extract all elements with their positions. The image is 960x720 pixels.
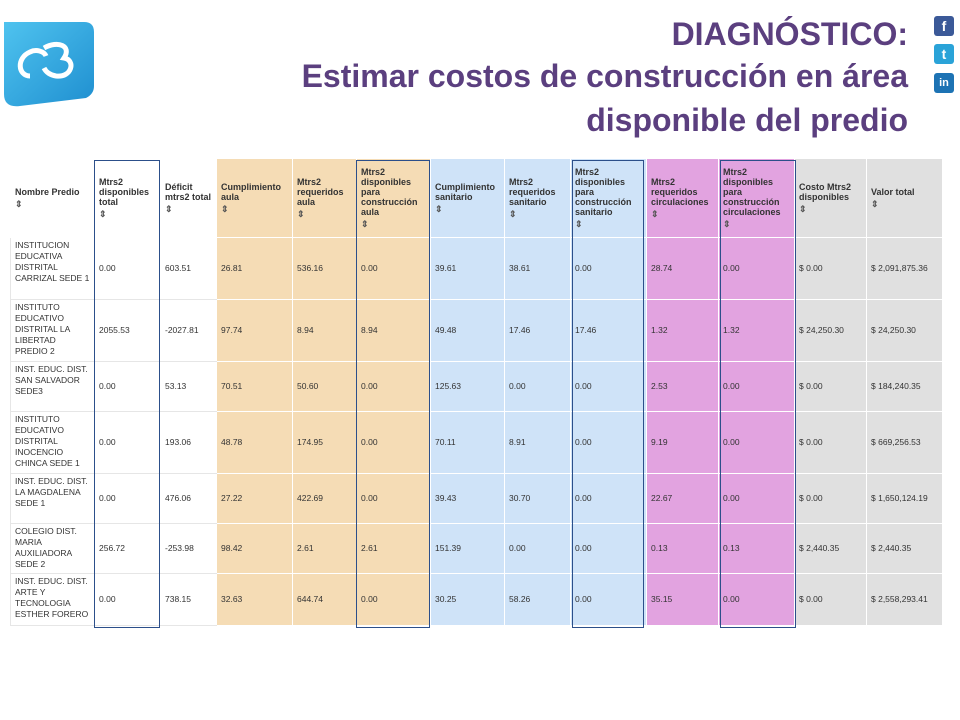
table-cell: 0.00 [719, 238, 795, 300]
cost-table [10, 158, 942, 626]
table-row[interactable] [11, 412, 943, 474]
table-cell: $ 669,256.53 [867, 412, 943, 474]
table-cell: 422.69 [293, 474, 357, 524]
column-header[interactable] [431, 159, 505, 238]
table-cell: 32.63 [217, 574, 293, 626]
table-cell: 151.39 [431, 524, 505, 574]
column-header[interactable] [217, 159, 293, 238]
column-header-label: Cumplimiento sanitario [435, 181, 495, 202]
table-cell: $ 2,440.35 [795, 524, 867, 574]
table-cell: $ 0.00 [795, 474, 867, 524]
table-cell: 0.00 [719, 362, 795, 412]
company-logo [0, 14, 96, 108]
table-cell: 0.00 [357, 238, 431, 300]
slide-title [148, 14, 908, 142]
table-cell: 8.94 [293, 300, 357, 362]
sort-icon[interactable]: ⇕ [651, 208, 659, 219]
table-cell: 0.00 [357, 412, 431, 474]
table-cell: 0.13 [719, 524, 795, 574]
predio-name-cell: COLEGIO DIST. MARIA AUXILIADORA SEDE 2 [11, 524, 95, 574]
table-cell: 0.00 [571, 474, 647, 524]
table-cell: 39.61 [431, 238, 505, 300]
cost-table-container [10, 158, 942, 628]
sort-icon[interactable]: ⇕ [509, 208, 517, 219]
sort-icon[interactable]: ⇕ [871, 198, 879, 209]
table-cell: 1.32 [647, 300, 719, 362]
table-cell: 8.94 [357, 300, 431, 362]
predio-name-cell: INST. EDUC. DIST. SAN SALVADOR SEDE3 [11, 362, 95, 412]
facebook-icon[interactable]: f [934, 16, 954, 36]
column-header-label: Cumplimiento aula [221, 181, 281, 202]
table-cell: 50.60 [293, 362, 357, 412]
column-header-label: Déficit mtrs2 total [165, 181, 212, 202]
column-header[interactable] [647, 159, 719, 238]
sort-icon[interactable]: ⇕ [165, 203, 173, 214]
column-header-label: Valor total [871, 186, 915, 197]
column-header[interactable] [571, 159, 647, 238]
table-cell: 0.00 [505, 524, 571, 574]
table-cell: 2.61 [293, 524, 357, 574]
column-header[interactable] [719, 159, 795, 238]
column-header[interactable] [867, 159, 943, 238]
column-header-label: Mtrs2 disponibles para construcción circulaciones [723, 166, 781, 217]
table-cell: 0.00 [357, 574, 431, 626]
table-cell: 536.16 [293, 238, 357, 300]
table-cell: 58.26 [505, 574, 571, 626]
table-cell: 0.00 [95, 238, 161, 300]
linkedin-icon[interactable]: in [934, 73, 954, 93]
predio-name-cell: INSTITUTO EDUCATIVO DISTRITAL INOCENCIO CHINCA SEDE 1 [11, 412, 95, 474]
sort-icon[interactable]: ⇕ [221, 203, 229, 214]
column-header-label: Mtrs2 requeridos circulaciones [651, 176, 709, 207]
column-header-label: Mtrs2 disponibles para construcción sanitario [575, 166, 632, 217]
table-cell: 174.95 [293, 412, 357, 474]
sort-icon[interactable]: ⇕ [723, 218, 731, 229]
table-cell: 1.32 [719, 300, 795, 362]
table-cell: 0.00 [571, 238, 647, 300]
table-cell: 644.74 [293, 574, 357, 626]
table-cell: 35.15 [647, 574, 719, 626]
table-cell: 49.48 [431, 300, 505, 362]
table-cell: $ 24,250.30 [795, 300, 867, 362]
column-header-label: Nombre Predio [15, 186, 80, 197]
table-cell: 2055.53 [95, 300, 161, 362]
table-cell: 39.43 [431, 474, 505, 524]
table-cell: 28.74 [647, 238, 719, 300]
table-row[interactable] [11, 238, 943, 300]
column-header-label: Costo Mtrs2 disponibles [799, 181, 852, 202]
table-cell: 70.11 [431, 412, 505, 474]
column-header[interactable] [161, 159, 217, 238]
predio-name-cell: INST. EDUC. DIST. ARTE Y TECNOLOGIA ESTHER FORERO [11, 574, 95, 626]
table-cell: 193.06 [161, 412, 217, 474]
title-line-1: DIAGNÓSTICO: [671, 16, 908, 52]
table-cell: 0.00 [571, 412, 647, 474]
table-cell: 0.00 [357, 362, 431, 412]
table-row[interactable] [11, 524, 943, 574]
table-header-row [11, 159, 943, 238]
table-row[interactable] [11, 474, 943, 524]
table-cell: 125.63 [431, 362, 505, 412]
title-line-2: Estimar costos de construcción en área [301, 58, 908, 94]
table-cell: 30.25 [431, 574, 505, 626]
sort-icon[interactable]: ⇕ [435, 203, 443, 214]
table-cell: 97.74 [217, 300, 293, 362]
table-row[interactable] [11, 300, 943, 362]
table-cell: $ 2,440.35 [867, 524, 943, 574]
column-header[interactable] [293, 159, 357, 238]
table-cell: 0.00 [505, 362, 571, 412]
sort-icon[interactable]: ⇕ [799, 203, 807, 214]
table-cell: $ 0.00 [795, 574, 867, 626]
sort-icon[interactable]: ⇕ [575, 218, 583, 229]
column-header-label: Mtrs2 disponibles total [99, 176, 150, 207]
table-cell: -253.98 [161, 524, 217, 574]
column-header-label: Mtrs2 disponibles para construcción aula [361, 166, 418, 217]
table-cell: 0.00 [95, 362, 161, 412]
table-cell: 0.00 [571, 524, 647, 574]
table-cell: 0.00 [95, 474, 161, 524]
table-cell: 2.53 [647, 362, 719, 412]
table-cell: 98.42 [217, 524, 293, 574]
table-cell: 27.22 [217, 474, 293, 524]
sort-icon[interactable]: ⇕ [297, 208, 305, 219]
table-row[interactable] [11, 362, 943, 412]
sort-icon[interactable]: ⇕ [99, 208, 107, 219]
table-cell: 0.00 [719, 474, 795, 524]
predio-name-cell: INSTITUCION EDUCATIVA DISTRITAL CARRIZAL SEDE 1 [11, 238, 95, 300]
table-cell: 22.67 [647, 474, 719, 524]
table-cell: 70.51 [217, 362, 293, 412]
table-cell: 603.51 [161, 238, 217, 300]
table-cell: $ 2,091,875.36 [867, 238, 943, 300]
column-header[interactable] [795, 159, 867, 238]
table-cell: -2027.81 [161, 300, 217, 362]
title-line-3: disponible del predio [586, 102, 908, 138]
predio-name-cell: INSTITUTO EDUCATIVO DISTRITAL LA LIBERTAD PREDIO 2 [11, 300, 95, 362]
sort-icon[interactable]: ⇕ [361, 218, 369, 229]
table-cell: 2.61 [357, 524, 431, 574]
predio-name-cell: INST. EDUC. DIST. LA MAGDALENA SEDE 1 [11, 474, 95, 524]
table-cell: 0.00 [719, 412, 795, 474]
table-cell: 53.13 [161, 362, 217, 412]
table-cell: $ 0.00 [795, 412, 867, 474]
column-header[interactable] [11, 159, 95, 238]
table-row[interactable] [11, 574, 943, 626]
table-cell: $ 0.00 [795, 362, 867, 412]
table-cell: 0.00 [571, 362, 647, 412]
table-body [11, 238, 943, 626]
table-cell: 0.13 [647, 524, 719, 574]
table-cell: $ 24,250.30 [867, 300, 943, 362]
column-header-label: Mtrs2 requeridos sanitario [509, 176, 556, 207]
table-cell: 0.00 [95, 574, 161, 626]
column-header[interactable] [95, 159, 161, 238]
table-cell: 256.72 [95, 524, 161, 574]
table-cell: 8.91 [505, 412, 571, 474]
table-cell: 476.06 [161, 474, 217, 524]
table-cell: 30.70 [505, 474, 571, 524]
table-cell: $ 1,650,124.19 [867, 474, 943, 524]
table-cell: 48.78 [217, 412, 293, 474]
table-cell: 738.15 [161, 574, 217, 626]
column-header[interactable] [357, 159, 431, 238]
table-cell: 17.46 [571, 300, 647, 362]
table-cell: $ 0.00 [795, 238, 867, 300]
table-cell: 0.00 [571, 574, 647, 626]
table-cell: 0.00 [95, 412, 161, 474]
table-cell: 38.61 [505, 238, 571, 300]
sort-icon[interactable]: ⇕ [15, 198, 23, 209]
table-cell: 0.00 [719, 574, 795, 626]
table-cell: $ 2,558,293.41 [867, 574, 943, 626]
table-cell: 17.46 [505, 300, 571, 362]
column-header[interactable] [505, 159, 571, 238]
table-cell: 0.00 [357, 474, 431, 524]
table-cell: $ 184,240.35 [867, 362, 943, 412]
twitter-icon[interactable]: t [934, 44, 954, 64]
table-cell: 26.81 [217, 238, 293, 300]
table-cell: 9.19 [647, 412, 719, 474]
column-header-label: Mtrs2 requeridos aula [297, 176, 344, 207]
